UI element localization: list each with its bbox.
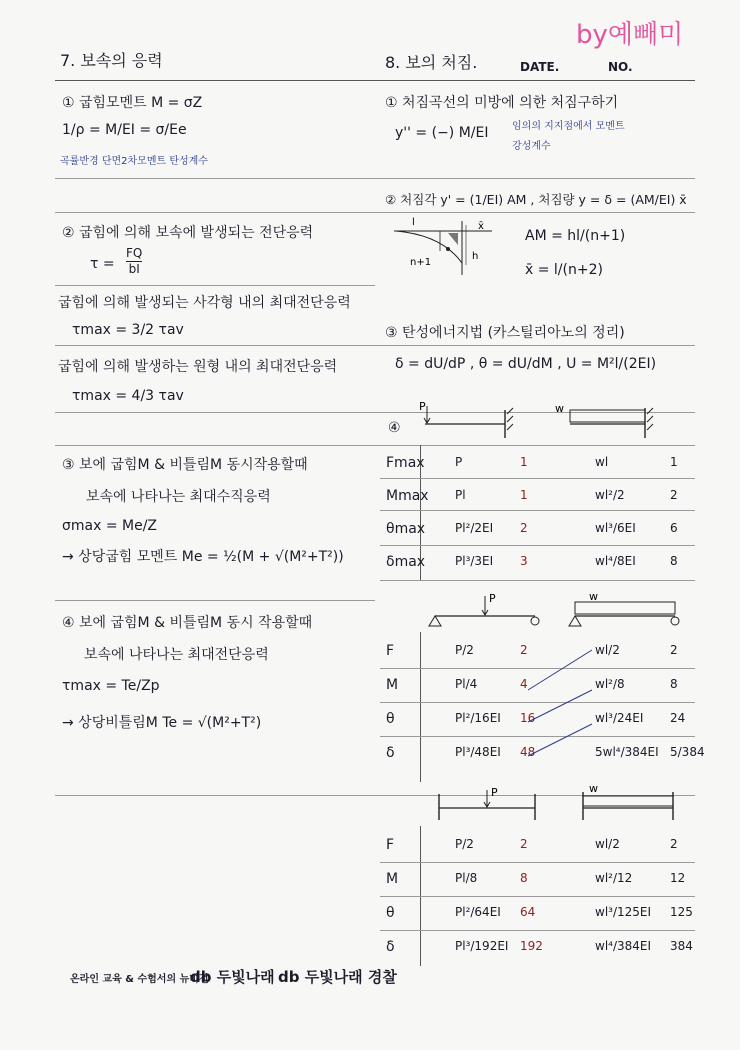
t3-col-a-coef: 192 bbox=[520, 939, 543, 953]
t2-col-b-coef: 8 bbox=[670, 677, 678, 691]
rect-shear-title: 굽힘에 의해 발생되는 사각형 내의 최대전단응력 bbox=[58, 295, 351, 311]
t3-row-label: δ bbox=[386, 939, 395, 955]
t2-load-p: P bbox=[489, 592, 496, 605]
xbar-label: x̄ bbox=[478, 221, 484, 232]
shear-stress-title: ② 굽힘에 의해 보속에 발생되는 전단응력 bbox=[62, 225, 314, 241]
t2-col-a-coef: 48 bbox=[520, 745, 536, 759]
t2-row-label: M bbox=[386, 677, 399, 693]
hand-arrows bbox=[520, 640, 600, 760]
bending-moment-title: ① 굽힘모멘트 M = σZ bbox=[62, 95, 203, 111]
castigliano-eq: δ = dU/dP , θ = dU/dM , U = M²l/(2EI) bbox=[395, 356, 657, 372]
moment-note: 임의의 지지점에서 모멘트 bbox=[512, 121, 625, 132]
t2-col-a-coef: 4 bbox=[520, 677, 528, 691]
t3-load-w: w bbox=[589, 782, 598, 795]
t2-row-label: δ bbox=[386, 745, 395, 761]
t2-col-a-coef: 2 bbox=[520, 643, 528, 657]
cantilever-diagrams bbox=[415, 400, 695, 442]
t2-col-a-coef: 16 bbox=[520, 711, 536, 725]
t1-col-a-coef: 3 bbox=[520, 554, 528, 568]
fixed-fixed-diagrams bbox=[425, 782, 695, 824]
t1-col-b: wl²/2 bbox=[595, 488, 625, 502]
t2-col-a: Pl/4 bbox=[455, 677, 478, 691]
t2-col-a: P/2 bbox=[455, 643, 474, 657]
simply-supported-diagrams bbox=[425, 588, 695, 630]
bending-equation-labels: 곡률반경 단면2차모멘트 탄성계수 bbox=[60, 156, 208, 167]
t2-col-b: 5wl⁴/384EI bbox=[595, 745, 659, 759]
author-watermark: by예빼미 bbox=[576, 20, 684, 50]
t3-col-a-coef: 2 bbox=[520, 837, 528, 851]
header-rule bbox=[55, 80, 695, 81]
moment-area-diagram bbox=[392, 215, 502, 285]
t1-row-label: δmax bbox=[386, 554, 426, 570]
t3-load-p: P bbox=[491, 786, 498, 799]
castigliano-title: ③ 탄성에너지법 (카스틸리아노의 정리) bbox=[385, 325, 625, 341]
t1-row-label: θmax bbox=[386, 521, 426, 537]
slope-deflection-title: ② 처짐각 y' = (1/EI) AM , 처짐량 y = δ = (AM/EI) x̄ bbox=[385, 192, 687, 207]
t3-col-a-coef: 64 bbox=[520, 905, 536, 919]
centroid-eq: x̄ = l/(n+2) bbox=[525, 262, 603, 278]
bending-equation: 1/ρ = M/EI = σ/Ee bbox=[62, 122, 187, 138]
left-section-title: 7. 보속의 응력 bbox=[60, 51, 163, 70]
no-label: NO. bbox=[608, 60, 633, 74]
t2-col-b-coef: 2 bbox=[670, 643, 678, 657]
t3-col-a: Pl/8 bbox=[455, 871, 478, 885]
shear-stress-denominator: bI bbox=[128, 262, 140, 276]
t2-col-a: Pl³/48EI bbox=[455, 745, 501, 759]
t3-col-a: Pl³/192EI bbox=[455, 939, 509, 953]
t3-col-b: wl²/12 bbox=[595, 871, 633, 885]
t1-col-a: P bbox=[455, 455, 463, 469]
height-label: h bbox=[472, 251, 479, 262]
t1-row-label: Fmax bbox=[386, 455, 425, 471]
t1-col-b: wl³/6EI bbox=[595, 521, 636, 535]
t2-col-a: Pl²/16EI bbox=[455, 711, 501, 725]
moment-area-eq: AM = hl/(n+1) bbox=[525, 228, 626, 244]
t1-col-b: wl⁴/8EI bbox=[595, 554, 636, 568]
t3-col-a-coef: 8 bbox=[520, 871, 528, 885]
t1-load-w: w bbox=[555, 402, 564, 415]
order-label: n+1 bbox=[410, 257, 432, 268]
t2-col-b-coef: 5/384 bbox=[670, 745, 705, 759]
max-shear-stress-eq: τmax = Te/Zp bbox=[62, 678, 160, 694]
circ-shear-equation: τmax = 4/3 τav bbox=[72, 388, 184, 404]
t1-col-a-coef: 2 bbox=[520, 521, 528, 535]
shear-stress-lhs: τ = bbox=[90, 256, 115, 272]
t1-col-b-coef: 8 bbox=[670, 554, 678, 568]
t2-col-b-coef: 24 bbox=[670, 711, 686, 725]
t3-row-label: θ bbox=[386, 905, 395, 921]
footer-tagline: 온라인 교육 & 수험서의 뉴비전 bbox=[70, 974, 209, 985]
t3-row-label: F bbox=[386, 837, 395, 853]
t1-row-label: Mmax bbox=[386, 488, 429, 504]
max-shear-stress-sub: 보속에 나타나는 최대전단응력 bbox=[84, 647, 269, 663]
t1-col-a: Pl²/2EI bbox=[455, 521, 494, 535]
t2-col-b: wl/2 bbox=[595, 643, 620, 657]
date-label: DATE. bbox=[520, 60, 560, 74]
t1-col-a-coef: 1 bbox=[520, 455, 528, 469]
t3-col-b-coef: 384 bbox=[670, 939, 693, 953]
t3-col-b: wl³/125EI bbox=[595, 905, 652, 919]
footer-logo-2: db 두빛나래 경찰 bbox=[278, 968, 397, 986]
t1-col-b: wl bbox=[595, 455, 609, 469]
t3-col-a: P/2 bbox=[455, 837, 474, 851]
t2-col-b: wl²/8 bbox=[595, 677, 625, 691]
equivalent-bending-moment: → 상당굽힘 모멘트 Me = ½(M + √(M²+T²)) bbox=[62, 549, 344, 565]
shear-stress-numerator: FQ bbox=[126, 246, 143, 260]
t1-load-p: P bbox=[419, 400, 426, 413]
equivalent-torsion-moment: → 상당비틀림M Te = √(M²+T²) bbox=[62, 715, 262, 731]
t3-col-b-coef: 2 bbox=[670, 837, 678, 851]
t1-col-b-coef: 6 bbox=[670, 521, 678, 535]
deflection-curve-title: ① 처짐곡선의 미방에 의한 처짐구하기 bbox=[385, 95, 619, 111]
t2-load-w: w bbox=[589, 590, 598, 603]
t3-col-b-coef: 12 bbox=[670, 871, 686, 885]
t2-row-label: θ bbox=[386, 711, 395, 727]
max-normal-stress-sub: 보속에 나타나는 최대수직응력 bbox=[86, 489, 271, 505]
max-normal-stress-eq: σmax = Me/Z bbox=[62, 518, 158, 534]
t2-col-b: wl³/24EI bbox=[595, 711, 644, 725]
t3-col-a: Pl²/64EI bbox=[455, 905, 501, 919]
stiffness-note: 강성계수 bbox=[512, 141, 551, 152]
table-number: ④ bbox=[388, 420, 401, 436]
t1-col-a: Pl³/3EI bbox=[455, 554, 494, 568]
rect-shear-equation: τmax = 3/2 τav bbox=[72, 322, 184, 338]
t3-col-b: wl⁴/384EI bbox=[595, 939, 652, 953]
circ-shear-title: 굽힘에 의해 발생하는 원형 내의 최대전단응력 bbox=[58, 359, 338, 375]
t3-col-b: wl/2 bbox=[595, 837, 620, 851]
t1-col-b-coef: 1 bbox=[670, 455, 678, 469]
t3-row-label: M bbox=[386, 871, 399, 887]
footer-logo-1: db 두빛나래 bbox=[190, 968, 275, 986]
combined-torsion-title: ④ 보에 굽힘M & 비틀림M 동시 작용할때 bbox=[62, 615, 313, 631]
span-l-label: l bbox=[412, 217, 415, 228]
combined-bending-title: ③ 보에 굽힘M & 비틀림M 동시작용할때 bbox=[62, 457, 308, 473]
t1-col-a-coef: 1 bbox=[520, 488, 528, 502]
deflection-curve-eq: y'' = (−) M/EI bbox=[395, 125, 489, 141]
t1-col-a: Pl bbox=[455, 488, 466, 502]
right-section-title: 8. 보의 처짐. bbox=[385, 53, 478, 72]
t1-col-b-coef: 2 bbox=[670, 488, 678, 502]
t3-col-b-coef: 125 bbox=[670, 905, 693, 919]
t2-row-label: F bbox=[386, 643, 395, 659]
